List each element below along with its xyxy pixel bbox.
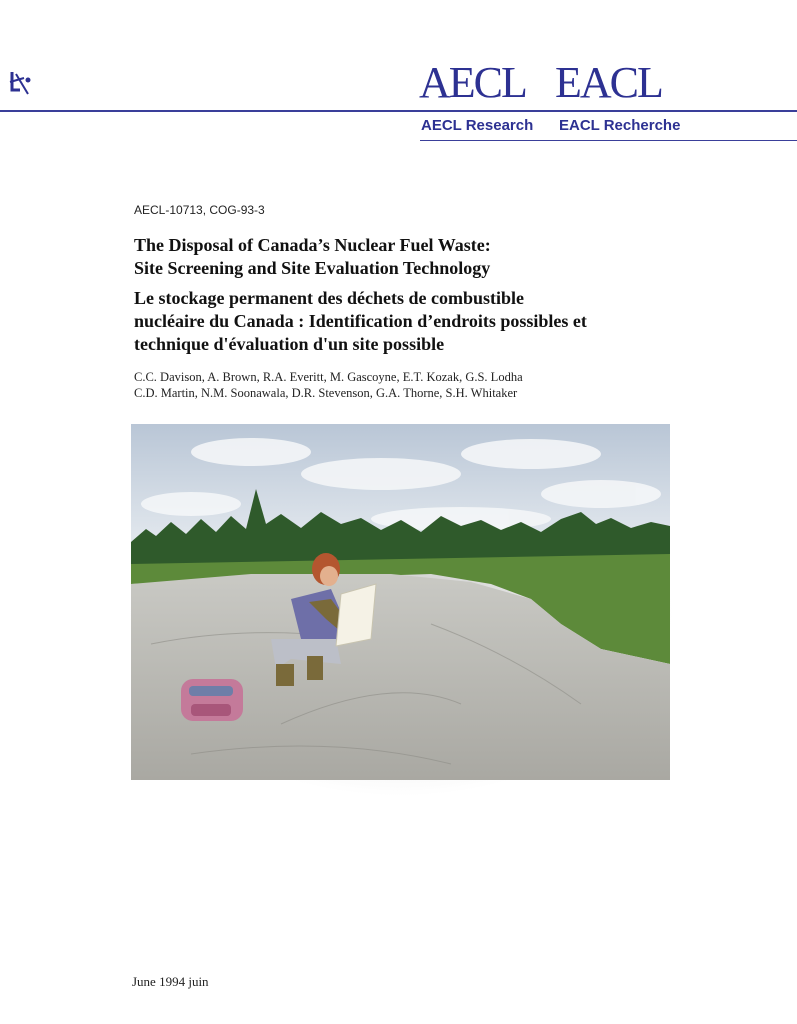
authors-line: C.C. Davison, A. Brown, R.A. Everitt, M. Gascoyne, E.T. Kozak, G.S. Lodha bbox=[134, 370, 523, 384]
publication-date: June 1994 juin bbox=[132, 974, 209, 989]
title-french-line: nucléaire du Canada : Identification d’endroits possibles et bbox=[134, 311, 587, 331]
title-french-line: Le stockage permanent des déchets de combustible bbox=[134, 288, 524, 308]
authors-line: C.D. Martin, N.M. Soonawala, D.R. Stevenson, G.A. Thorne, S.H. Whitaker bbox=[134, 386, 518, 400]
brand-subtitle-french: EACL Recherche bbox=[559, 117, 681, 134]
brand-subtitle-english: AECL Research bbox=[421, 117, 534, 134]
title-english-line: Site Screening and Site Evaluation Technology bbox=[134, 258, 491, 278]
subheader-rule bbox=[420, 140, 797, 141]
title-french-line: technique d'évaluation d'un site possible bbox=[134, 334, 445, 354]
brand-name-english: AECL bbox=[419, 58, 526, 107]
backpack bbox=[181, 679, 243, 721]
header-rule bbox=[0, 110, 797, 112]
title-french bbox=[134, 287, 694, 356]
atom-icon bbox=[6, 68, 36, 103]
report-number: AECL-10713, COG-93-3 bbox=[134, 203, 265, 217]
brand-name-french: EACL bbox=[555, 58, 662, 107]
title-english bbox=[134, 234, 694, 280]
authors bbox=[134, 369, 694, 401]
title-english-line: The Disposal of Canada’s Nuclear Fuel Waste: bbox=[134, 235, 491, 255]
cover-photo bbox=[131, 424, 670, 780]
